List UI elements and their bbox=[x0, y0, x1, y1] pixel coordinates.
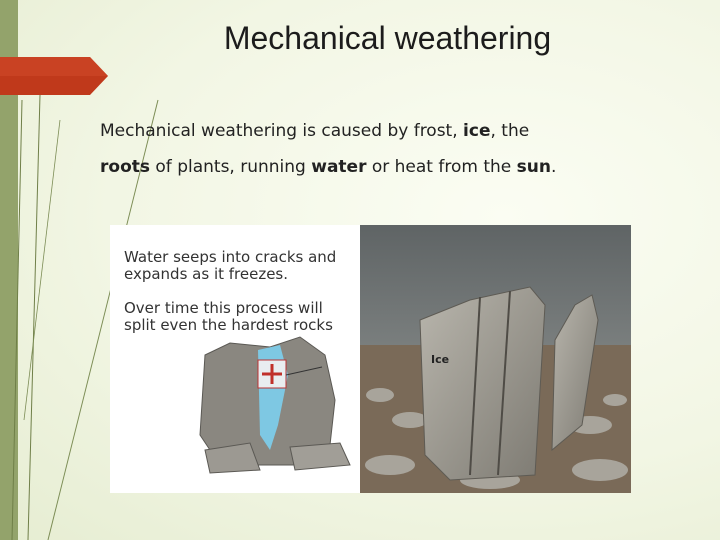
page-title: Mechanical weathering bbox=[223, 20, 552, 56]
rock-photo bbox=[360, 225, 631, 493]
figure-caption-line: expands as it freezes. bbox=[124, 265, 289, 283]
figure-caption-line: Over time this process will bbox=[124, 299, 323, 317]
keyword-roots: roots bbox=[100, 157, 150, 177]
body-text-segment: or heat from the bbox=[366, 157, 517, 177]
keyword-water: water bbox=[311, 157, 367, 177]
weathering-figure bbox=[110, 225, 631, 493]
body-text-segment: . bbox=[550, 157, 557, 177]
body-text-segment: of plants, running bbox=[150, 157, 312, 177]
body-text-segment: Mechanical weathering is caused by frost, bbox=[100, 121, 464, 141]
keyword-sun: sun bbox=[516, 157, 551, 177]
accent-tab bbox=[0, 57, 108, 95]
keyword-ice: ice bbox=[463, 121, 491, 141]
figure-caption-line: split even the hardest rocks bbox=[124, 316, 333, 334]
figure-caption-line: Water seeps into cracks and bbox=[124, 248, 337, 266]
body-text-segment: , the bbox=[490, 121, 530, 141]
ice-label: Ice bbox=[431, 353, 450, 366]
body-paragraph bbox=[100, 113, 700, 185]
